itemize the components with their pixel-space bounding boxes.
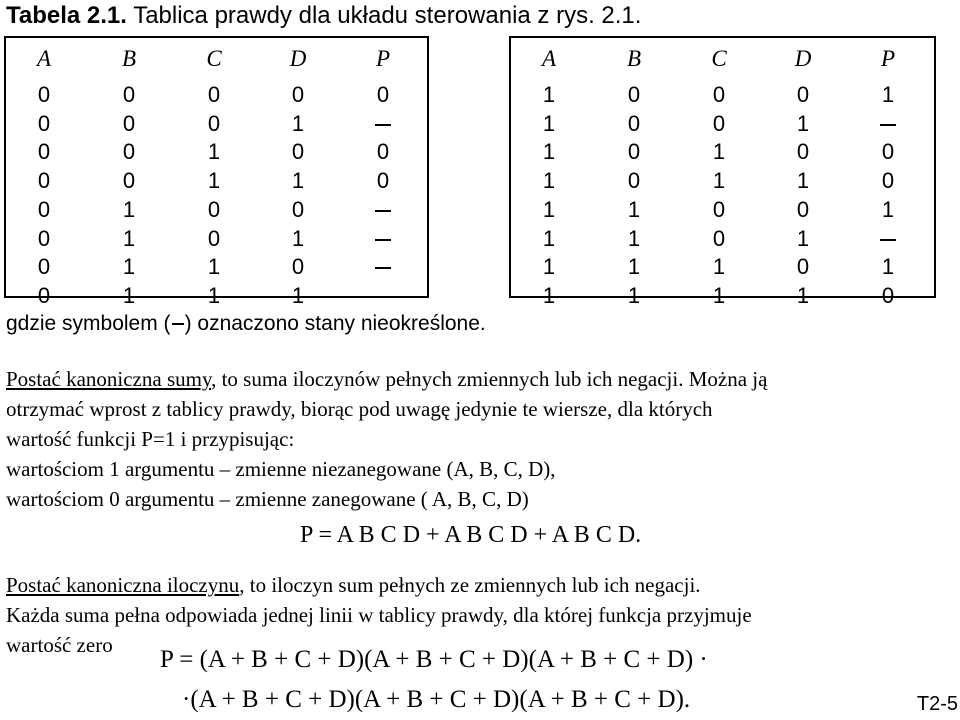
- slide-number: T2-5: [916, 693, 958, 715]
- truth-table-left: [4, 36, 429, 308]
- undefined-state-dash: [375, 296, 391, 298]
- table-cell: 1: [542, 82, 556, 107]
- table-cell: 0: [881, 282, 895, 308]
- sum-line-1: [6, 364, 767, 394]
- table-cell: 1: [796, 225, 810, 251]
- table-cell: 1: [796, 110, 810, 136]
- note-after: ) oznaczono stany nieokreślone.: [184, 312, 486, 335]
- table-cell: 1: [627, 225, 641, 251]
- table-cell: 1: [542, 254, 556, 280]
- table-cell: 0: [291, 139, 305, 165]
- table-cell: 0: [881, 168, 895, 194]
- table-cell: 0: [37, 225, 51, 251]
- table-cell: 0: [122, 82, 136, 107]
- product-line-3: wartość zero: [6, 633, 113, 657]
- product-line-2: Każda suma pełna odpowiada jednej linii w tablicy prawdy, dla której funkcja przyjmuje: [6, 603, 752, 627]
- sum-term: Postać kanoniczna sumy: [6, 367, 212, 391]
- table-cell: 0: [796, 196, 810, 222]
- sum-line-4: wartościom 1 argumentu – zmienne niezanegowane (A, B, C, D),: [6, 457, 556, 481]
- table-cell: 0: [37, 82, 51, 107]
- table-cell: [375, 111, 391, 137]
- table-cell: 0: [207, 196, 221, 222]
- table-cell: 0: [207, 110, 221, 136]
- column-header: B: [626, 46, 642, 71]
- sum-line-3: wartość funkcji P=1 i przypisując:: [6, 427, 295, 451]
- table-cell: 0: [376, 82, 390, 107]
- undefined-state-dash: [375, 239, 391, 241]
- table-cell: 0: [712, 196, 726, 222]
- formula-canonical-product-line-1: P = (A + B + C + D)(A + B + C + D)(A + B + C + D) ·: [160, 646, 708, 673]
- table-caption: Tablica prawdy dla układu sterowania z rys. 2.1.: [133, 2, 642, 29]
- table-cell: [880, 226, 896, 252]
- column-header: D: [289, 46, 307, 71]
- table-title: [6, 2, 641, 30]
- table-cell: 0: [712, 82, 726, 107]
- table-cell: 1: [712, 254, 726, 280]
- product-term: Postać kanoniczna iloczynu: [6, 573, 240, 597]
- table-cell: 1: [122, 196, 136, 222]
- truth-table-right: [509, 36, 936, 308]
- table-cell: 0: [122, 168, 136, 194]
- table-cell: 0: [37, 110, 51, 136]
- undefined-state-dash: [880, 124, 896, 126]
- sum-line-5: wartościom 0 argumentu – zmienne zanegowane ( A, B, C, D): [6, 487, 529, 511]
- column-header: D: [794, 46, 812, 71]
- table-cell: 1: [122, 254, 136, 280]
- sum-line-1-rest: , to suma iloczynów pełnych zmiennych lub ich negacji. Można ją: [211, 367, 768, 391]
- table-cell: 0: [627, 139, 641, 165]
- product-line-1: [6, 570, 752, 600]
- table-cell: 0: [207, 82, 221, 107]
- column-header: A: [541, 46, 557, 71]
- table-cell: 0: [627, 168, 641, 194]
- table-cell: [375, 283, 391, 309]
- table-cell: 1: [291, 225, 305, 251]
- table-cell: 0: [796, 139, 810, 165]
- table-cell: 1: [291, 168, 305, 194]
- table-cell: 0: [37, 139, 51, 165]
- undefined-state-dash: [375, 267, 391, 269]
- table-cell: 1: [627, 282, 641, 308]
- table-cell: 0: [291, 196, 305, 222]
- formula-canonical-sum: P = A B C D + A B C D + A B C D.: [300, 522, 642, 548]
- table-cell: 1: [207, 168, 221, 194]
- table-cell: 0: [37, 168, 51, 194]
- column-header: A: [36, 46, 52, 71]
- table-cell: 0: [37, 254, 51, 280]
- table-cell: 1: [542, 168, 556, 194]
- undefined-state-dash: [880, 239, 896, 241]
- column-header: P: [375, 46, 391, 71]
- table-cell: 1: [542, 139, 556, 165]
- column-header: C: [711, 46, 727, 71]
- table-cell: 1: [207, 139, 221, 165]
- table-cell: 1: [796, 282, 810, 308]
- undefined-state-dash: [375, 124, 391, 126]
- table-cell: 0: [291, 82, 305, 107]
- table-cell: 1: [542, 196, 556, 222]
- table-cell: [375, 254, 391, 280]
- table-cell: 1: [291, 110, 305, 136]
- note-before: gdzie symbolem (: [6, 312, 171, 335]
- table-label: Tabela 2.1.: [6, 2, 127, 29]
- canonical-sum-paragraph: [6, 364, 767, 514]
- table-cell: 0: [712, 225, 726, 251]
- column-header: C: [206, 46, 222, 71]
- table-cell: 1: [881, 82, 895, 107]
- table-cell: 1: [542, 225, 556, 251]
- table-cell: 0: [376, 139, 390, 165]
- column-header: B: [121, 46, 137, 71]
- table-cell: 1: [712, 168, 726, 194]
- table-cell: 0: [796, 82, 810, 107]
- table-cell: 1: [881, 254, 895, 280]
- table-cell: 0: [37, 282, 51, 308]
- table-cell: 0: [122, 110, 136, 136]
- table-cell: 1: [122, 225, 136, 251]
- table-cell: 0: [207, 225, 221, 251]
- table-cell: 1: [291, 282, 305, 308]
- table-cell: 0: [712, 110, 726, 136]
- product-line-1-rest: , to iloczyn sum pełnych ze zmiennych lub ich negacji.: [239, 573, 701, 597]
- table-cell: 0: [627, 110, 641, 136]
- table-cell: 0: [881, 139, 895, 165]
- table-cell: 0: [291, 254, 305, 280]
- table-cell: [880, 111, 896, 137]
- table-cell: [375, 226, 391, 252]
- column-header: P: [880, 46, 896, 71]
- table-cell: 1: [122, 282, 136, 308]
- table-cell: 1: [712, 139, 726, 165]
- table-cell: 1: [627, 254, 641, 280]
- table-cell: [375, 197, 391, 223]
- table-cell: 1: [207, 282, 221, 308]
- table-cell: 1: [881, 196, 895, 222]
- undefined-states-note: [6, 312, 486, 336]
- table-cell: 1: [542, 110, 556, 136]
- undefined-state-dash: [375, 210, 391, 212]
- sum-line-2: otrzymać wprost z tablicy prawdy, biorąc pod uwagę jedynie te wiersze, dla których: [6, 397, 713, 421]
- table-cell: 0: [122, 139, 136, 165]
- table-cell: 1: [542, 282, 556, 308]
- table-cell: 0: [37, 196, 51, 222]
- table-cell: 1: [627, 196, 641, 222]
- table-cell: 1: [207, 254, 221, 280]
- dash-symbol: [172, 323, 184, 325]
- table-cell: 0: [376, 168, 390, 194]
- table-cell: 1: [796, 168, 810, 194]
- table-cell: 0: [796, 254, 810, 280]
- table-cell: 0: [627, 82, 641, 107]
- table-cell: 1: [712, 282, 726, 308]
- formula-canonical-product-line-2: ·(A + B + C + D)(A + B + C + D)(A + B + C + D).: [182, 686, 691, 713]
